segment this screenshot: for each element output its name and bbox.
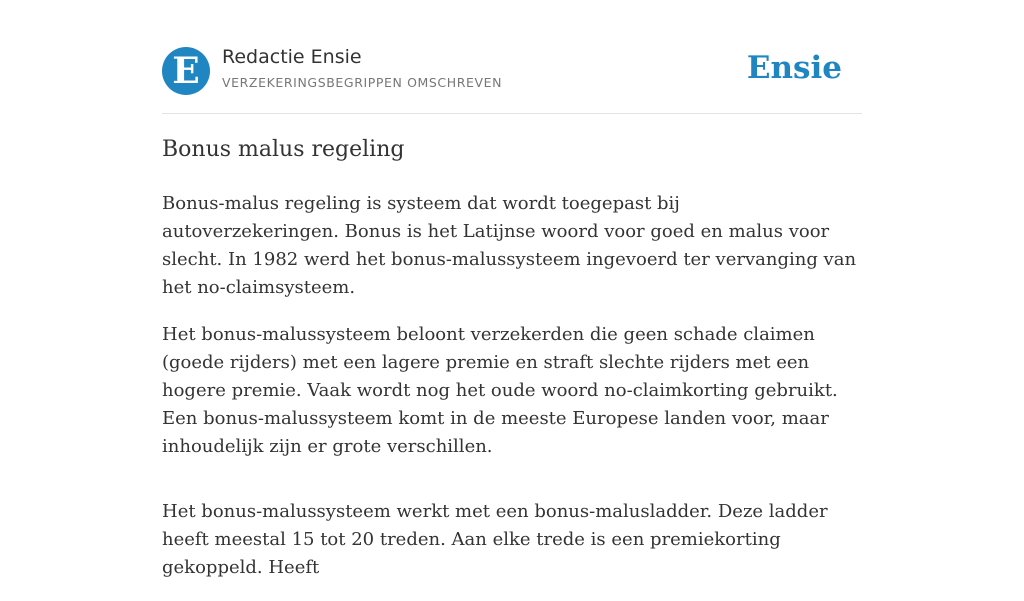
paragraph: Bonus-malus regeling is systeem dat wordt toegepast bij autoverzekeringen. Bonus is het Latijnse woord voor goed en malus voor slecht. In 1982 werd het bonus-malussysteem ingevoerd ter vervanging van het no-claimsysteem.: [162, 193, 857, 298]
page-title: Bonus malus regeling: [162, 137, 405, 162]
page-container: [162, 0, 862, 578]
brand-logo[interactable]: Ensie: [746, 50, 842, 86]
paragraph: Het bonus-malussysteem werkt met een bonus-malusladder. Deze ladder heeft meestal 15 tot 20 treden. Aan elke trede is een premiekorting gekoppeld. Heeft: [162, 501, 828, 578]
article-body: [162, 190, 862, 601]
paragraph: Het bonus-malussysteem beloont verzekerden die geen schade claimen (goede rijders) met een lagere premie en straft slechte rijders met een hogere premie. Vaak wordt nog het oude woord no-claimkorting gebruikt. Een bonus-malussysteem komt in de meeste Europese landen voor, maar inhoudelijk zijn er grote verschillen.: [162, 324, 838, 457]
ensie-logo-icon[interactable]: E: [162, 47, 210, 95]
author-name[interactable]: Redactie Ensie: [222, 46, 362, 68]
header: [162, 0, 862, 114]
author-subtitle: VERZEKERINGSBEGRIPPEN OMSCHREVEN: [222, 75, 503, 90]
